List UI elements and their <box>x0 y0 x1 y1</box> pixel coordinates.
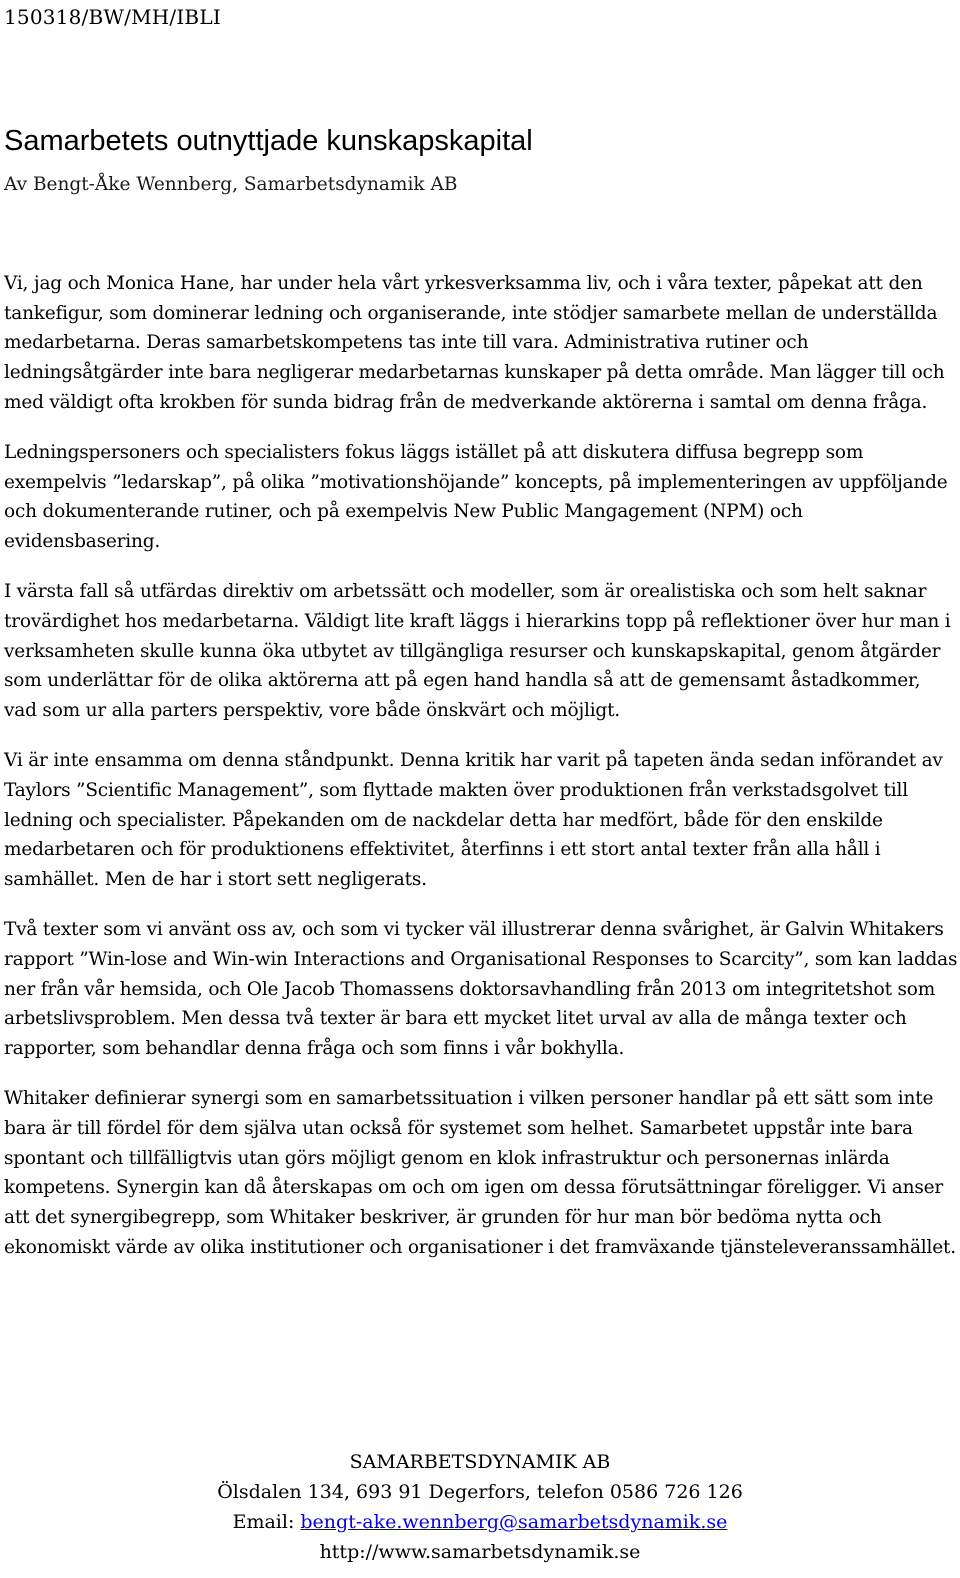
paragraph-3: I värsta fall så utfärdas direktiv om arbetssätt och modeller, som är orealistiska och som helt saknar trovärdighet hos medarbetarna. Väldigt lite kraft läggs i hierarkins topp på reflektioner över hur man i verksamheten skulle kunna öka utbytet av tillgängliga resurser och kunskapskapital, genom åtgärder som underlättar för de olika aktörerna att på egen hand handla så att de gemensamt åstadkommer, vad som ur alla parters perspektiv, vore både önskvärt och möjligt. <box>4 581 951 722</box>
paragraph-5: Två texter som vi använt oss av, och som vi tycker väl illustrerar denna svårighet, är Galvin Whitakers rapport ”Win-lose and Win-win Interactions and Organisational Responses to Scarcity”, som kan laddas ner från vår hemsida, och Ole Jacob Thomassens doktorsavhandling från 2013 om integritetshot som arbetslivsproblem. Men dessa två texter är bara ett mycket litet urval av alla de många texter och rapporter, som behandlar denna fråga och som finns i vår bokhylla. <box>4 919 958 1060</box>
paragraph-2: Ledningspersoners och specialisters fokus läggs istället på att diskutera diffusa begrepp som exempelvis ”ledarskap”, på olika ”motivationshöjande” koncepts, på implementeringen av uppföljande och dokumenterande rutiner, och på exempelvis New Public Mangagement (NPM) och evidensbasering. <box>4 442 948 553</box>
footer-company: SAMARBETSDYNAMIK AB <box>349 1451 611 1473</box>
footer-email-link[interactable]: bengt-ake.wennberg@samarbetsdynamik.se <box>300 1511 728 1533</box>
paragraph-4: Vi är inte ensamma om denna ståndpunkt. Denna kritik har varit på tapeten ända sedan införandet av Taylors ”Scientific Management”, som flyttade makten över produktionen från verkstadsgolvet till ledning och specialister. Påpekanden om de nackdelar detta har medfört, både för den enskilde medarbetaren och för produktionens effektivitet, återfinns i ett stort antal texter från alla håll i samhället. Men de har i stort sett negligerats. <box>4 750 943 891</box>
article-title: Samarbetets outnyttjade kunskapskapital <box>4 125 533 157</box>
page-footer <box>0 1447 960 1567</box>
article-byline: Av Bengt-Åke Wennberg, Samarbetsdynamik AB <box>4 174 458 195</box>
document-reference: 150318/BW/MH/IBLI <box>4 5 221 29</box>
footer-website[interactable]: http://www.samarbetsdynamik.se <box>319 1541 641 1563</box>
footer-email-line <box>0 1507 960 1537</box>
footer-address: Ölsdalen 134, 693 91 Degerfors, telefon 0586 726 126 <box>217 1481 743 1503</box>
paragraph-6: Whitaker definierar synergi som en samarbetssituation i vilken personer handlar på ett sätt som inte bara är till fördel för dem själva utan också för systemet som helhet. Samarbetet uppstår inte bara spontant och tillfälligtvis utan görs möjligt genom en klok infrastruktur och personernas inlärda kompetens. Synergin kan då återskapas om och om igen om dessa förutsättningar föreligger. Vi anser att det synergibegrepp, som Whitaker beskriver, är grunden för hur man bör bedöma nytta och ekonomiskt värde av olika institutioner och organisationer i det framväxande tjänsteleveranssamhället. <box>4 1088 956 1258</box>
footer-email-label: Email: <box>232 1511 301 1533</box>
article-body <box>4 269 958 1283</box>
paragraph-1: Vi, jag och Monica Hane, har under hela vårt yrkesverksamma liv, och i våra texter, påpekat att den tankefigur, som dominerar ledning och organiserande, inte stödjer samarbete mellan de underställda medarbetarna. Deras samarbetskompetens tas inte till vara. Administrativa rutiner och ledningsåtgärder inte bara negligerar medarbetarnas kunskaper på detta område. Man lägger till och med väldigt ofta krokben för sunda bidrag från de medverkande aktörerna i samtal om denna fråga. <box>4 273 945 413</box>
